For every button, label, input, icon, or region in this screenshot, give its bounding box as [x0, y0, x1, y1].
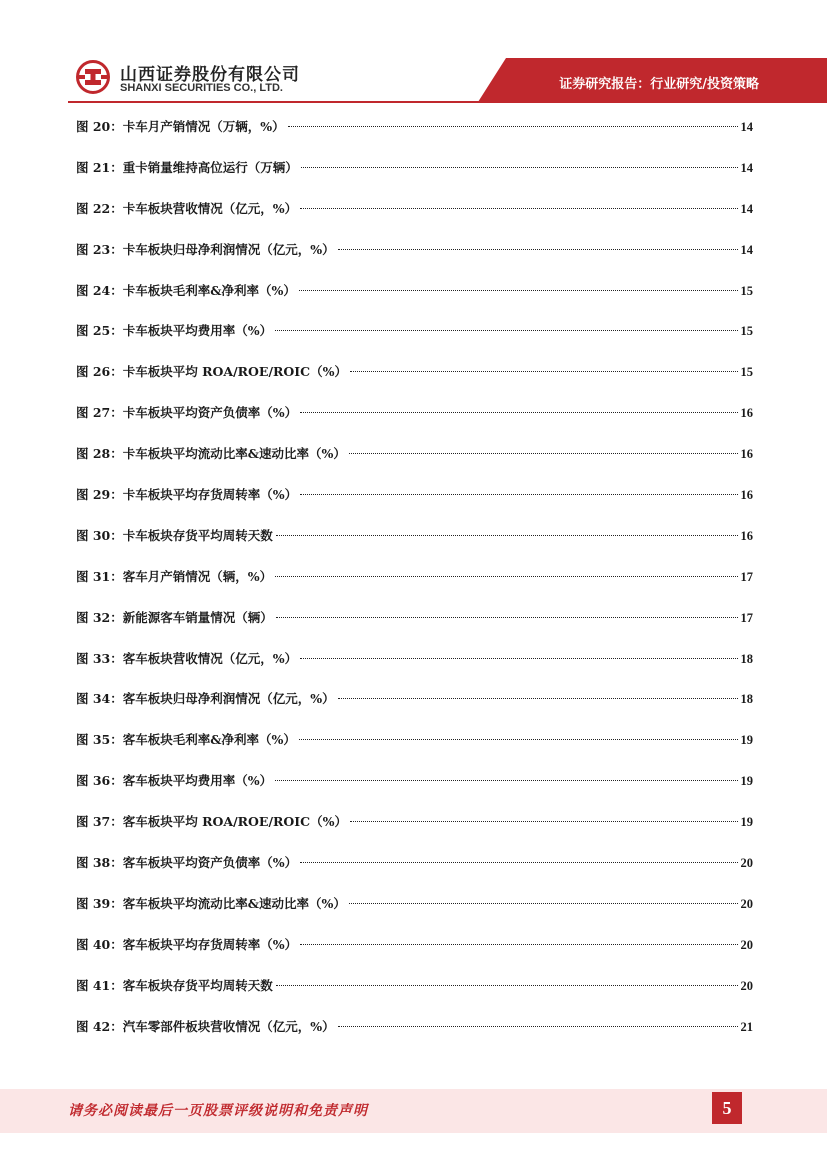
- toc-entry[interactable]: [76, 362, 753, 403]
- toc-leader-dots: [301, 167, 738, 168]
- toc-entry-page: 18: [740, 692, 753, 707]
- toc-entry[interactable]: [76, 485, 753, 526]
- toc-entry[interactable]: [76, 526, 753, 567]
- toc-entry[interactable]: [76, 771, 753, 812]
- toc-entry[interactable]: [76, 567, 753, 608]
- toc-leader-dots: [349, 453, 738, 454]
- toc-entry-label[interactable]: 图 30：卡车板块存货平均周转天数: [76, 527, 273, 543]
- toc-entry-label[interactable]: 图 33：客车板块营收情况（亿元，%）: [76, 650, 298, 666]
- toc-entry[interactable]: [76, 240, 753, 281]
- company-name-en: SHANXI SECURITIES CO., LTD.: [120, 82, 283, 94]
- toc-entry-page: 17: [740, 610, 753, 625]
- toc-entry-label[interactable]: 图 38：客车板块平均资产负债率（%）: [76, 855, 298, 871]
- toc-entry-page: 16: [740, 528, 753, 543]
- toc-entry-label[interactable]: 图 41：客车板块存货平均周转天数: [76, 977, 273, 993]
- toc-leader-dots: [300, 862, 737, 863]
- toc-entry[interactable]: [76, 689, 753, 730]
- toc-leader-dots: [300, 412, 737, 413]
- toc-entry-page: 18: [740, 651, 753, 666]
- toc-entry[interactable]: [76, 117, 753, 158]
- toc-entry-page: 19: [740, 733, 753, 748]
- toc-leader-dots: [350, 371, 738, 372]
- toc-entry-page: 21: [740, 1019, 753, 1034]
- toc-entry-label[interactable]: 图 35：客车板块毛利率&净利率（%）: [76, 732, 296, 748]
- toc-leader-dots: [338, 1026, 738, 1027]
- toc-entry-label[interactable]: 图 21：重卡销量维持高位运行（万辆）: [76, 159, 298, 175]
- toc-entry[interactable]: [76, 935, 753, 976]
- toc-entry-page: 15: [740, 365, 753, 380]
- toc-entry-label[interactable]: 图 32：新能源客车销量情况（辆）: [76, 609, 273, 625]
- toc-entry-page: 20: [740, 937, 753, 952]
- toc-entry[interactable]: [76, 853, 753, 894]
- toc-entry[interactable]: [76, 199, 753, 240]
- toc-leader-dots: [275, 330, 737, 331]
- toc-entry[interactable]: [76, 730, 753, 771]
- company-name-cn: 山西证券股份有限公司: [120, 65, 300, 85]
- toc-leader-dots: [276, 985, 738, 986]
- toc-entry[interactable]: [76, 1017, 753, 1058]
- toc-entry-page: 14: [740, 160, 753, 175]
- page-number: 5: [712, 1092, 742, 1124]
- toc-entry-label[interactable]: 图 20：卡车月产销情况（万辆，%）: [76, 119, 285, 134]
- toc-entry[interactable]: [76, 321, 753, 362]
- toc-leader-dots: [300, 658, 737, 659]
- page-header: [0, 0, 827, 110]
- toc-leader-dots: [350, 821, 738, 822]
- toc-leader-dots: [276, 535, 738, 536]
- toc-entry[interactable]: [76, 649, 753, 690]
- toc-entry-label[interactable]: 图 27：卡车板块平均资产负债率（%）: [76, 405, 298, 421]
- toc-entry-page: 14: [740, 242, 753, 257]
- toc-entry-label[interactable]: 图 34：客车板块归母净利润情况（亿元，%）: [76, 691, 335, 707]
- toc-entry-label[interactable]: 图 25：卡车板块平均费用率（%）: [76, 323, 273, 339]
- toc-leader-dots: [349, 903, 738, 904]
- toc-entry-label[interactable]: 图 39：客车板块平均流动比率&速动比率（%）: [76, 895, 346, 911]
- toc-leader-dots: [276, 617, 738, 618]
- toc-entry-page: 16: [740, 447, 753, 462]
- toc-leader-dots: [299, 739, 738, 740]
- toc-leader-dots: [275, 576, 737, 577]
- toc-entry-page: 15: [740, 283, 753, 298]
- toc-entry-page: 16: [740, 488, 753, 503]
- toc-entry-label[interactable]: 图 40：客车板块平均存货周转率（%）: [76, 936, 298, 952]
- disclaimer-text: 请务必阅读最后一页股票评级说明和免责声明: [68, 1103, 368, 1119]
- toc-entry-page: 14: [740, 201, 753, 216]
- toc-entry-label[interactable]: 图 23：卡车板块归母净利润情况（亿元，%）: [76, 241, 335, 257]
- toc-entry-label[interactable]: 图 26：卡车板块平均 ROA/ROE/ROIC（%）: [76, 364, 347, 380]
- toc-entry-page: 19: [740, 774, 753, 789]
- toc-entry-page: 14: [740, 120, 753, 134]
- toc-entry-page: 20: [740, 856, 753, 871]
- toc-entry[interactable]: [76, 444, 753, 485]
- toc-leader-dots: [300, 944, 737, 945]
- toc-entry-page: 17: [740, 569, 753, 584]
- toc-entry-page: 19: [740, 815, 753, 830]
- toc-entry[interactable]: [76, 894, 753, 935]
- toc-entry[interactable]: [76, 976, 753, 1017]
- toc-entry-page: 20: [740, 896, 753, 911]
- toc-entry[interactable]: [76, 158, 753, 199]
- toc-entry-label[interactable]: 图 24：卡车板块毛利率&净利率（%）: [76, 282, 296, 298]
- toc-leader-dots: [338, 698, 738, 699]
- toc-entry-label[interactable]: 图 31：客车月产销情况（辆，%）: [76, 568, 273, 584]
- toc-entry-label[interactable]: 图 36：客车板块平均费用率（%）: [76, 773, 273, 789]
- toc-leader-dots: [300, 208, 737, 209]
- toc-entry-page: 20: [740, 978, 753, 993]
- toc-leader-dots: [338, 249, 738, 250]
- toc-entry-label[interactable]: 图 37：客车板块平均 ROA/ROE/ROIC（%）: [76, 814, 347, 830]
- toc-leader-dots: [300, 494, 737, 495]
- toc-entry-label[interactable]: 图 22：卡车板块营收情况（亿元，%）: [76, 200, 298, 216]
- report-title: 证券研究报告：行业研究/投资策略: [559, 77, 759, 92]
- toc-entry-label[interactable]: 图 29：卡车板块平均存货周转率（%）: [76, 487, 298, 503]
- toc-leader-dots: [288, 126, 738, 127]
- company-logo-icon: [76, 60, 110, 94]
- figure-index-list: [76, 117, 753, 1057]
- toc-leader-dots: [299, 290, 738, 291]
- toc-entry[interactable]: [76, 608, 753, 649]
- toc-leader-dots: [275, 780, 737, 781]
- toc-entry-label[interactable]: 图 28：卡车板块平均流动比率&速动比率（%）: [76, 446, 346, 462]
- toc-entry[interactable]: [76, 281, 753, 322]
- toc-entry-page: 15: [740, 324, 753, 339]
- toc-entry[interactable]: [76, 403, 753, 444]
- toc-entry-page: 16: [740, 406, 753, 421]
- toc-entry-label[interactable]: 图 42：汽车零部件板块营收情况（亿元，%）: [76, 1018, 335, 1034]
- toc-entry[interactable]: [76, 812, 753, 853]
